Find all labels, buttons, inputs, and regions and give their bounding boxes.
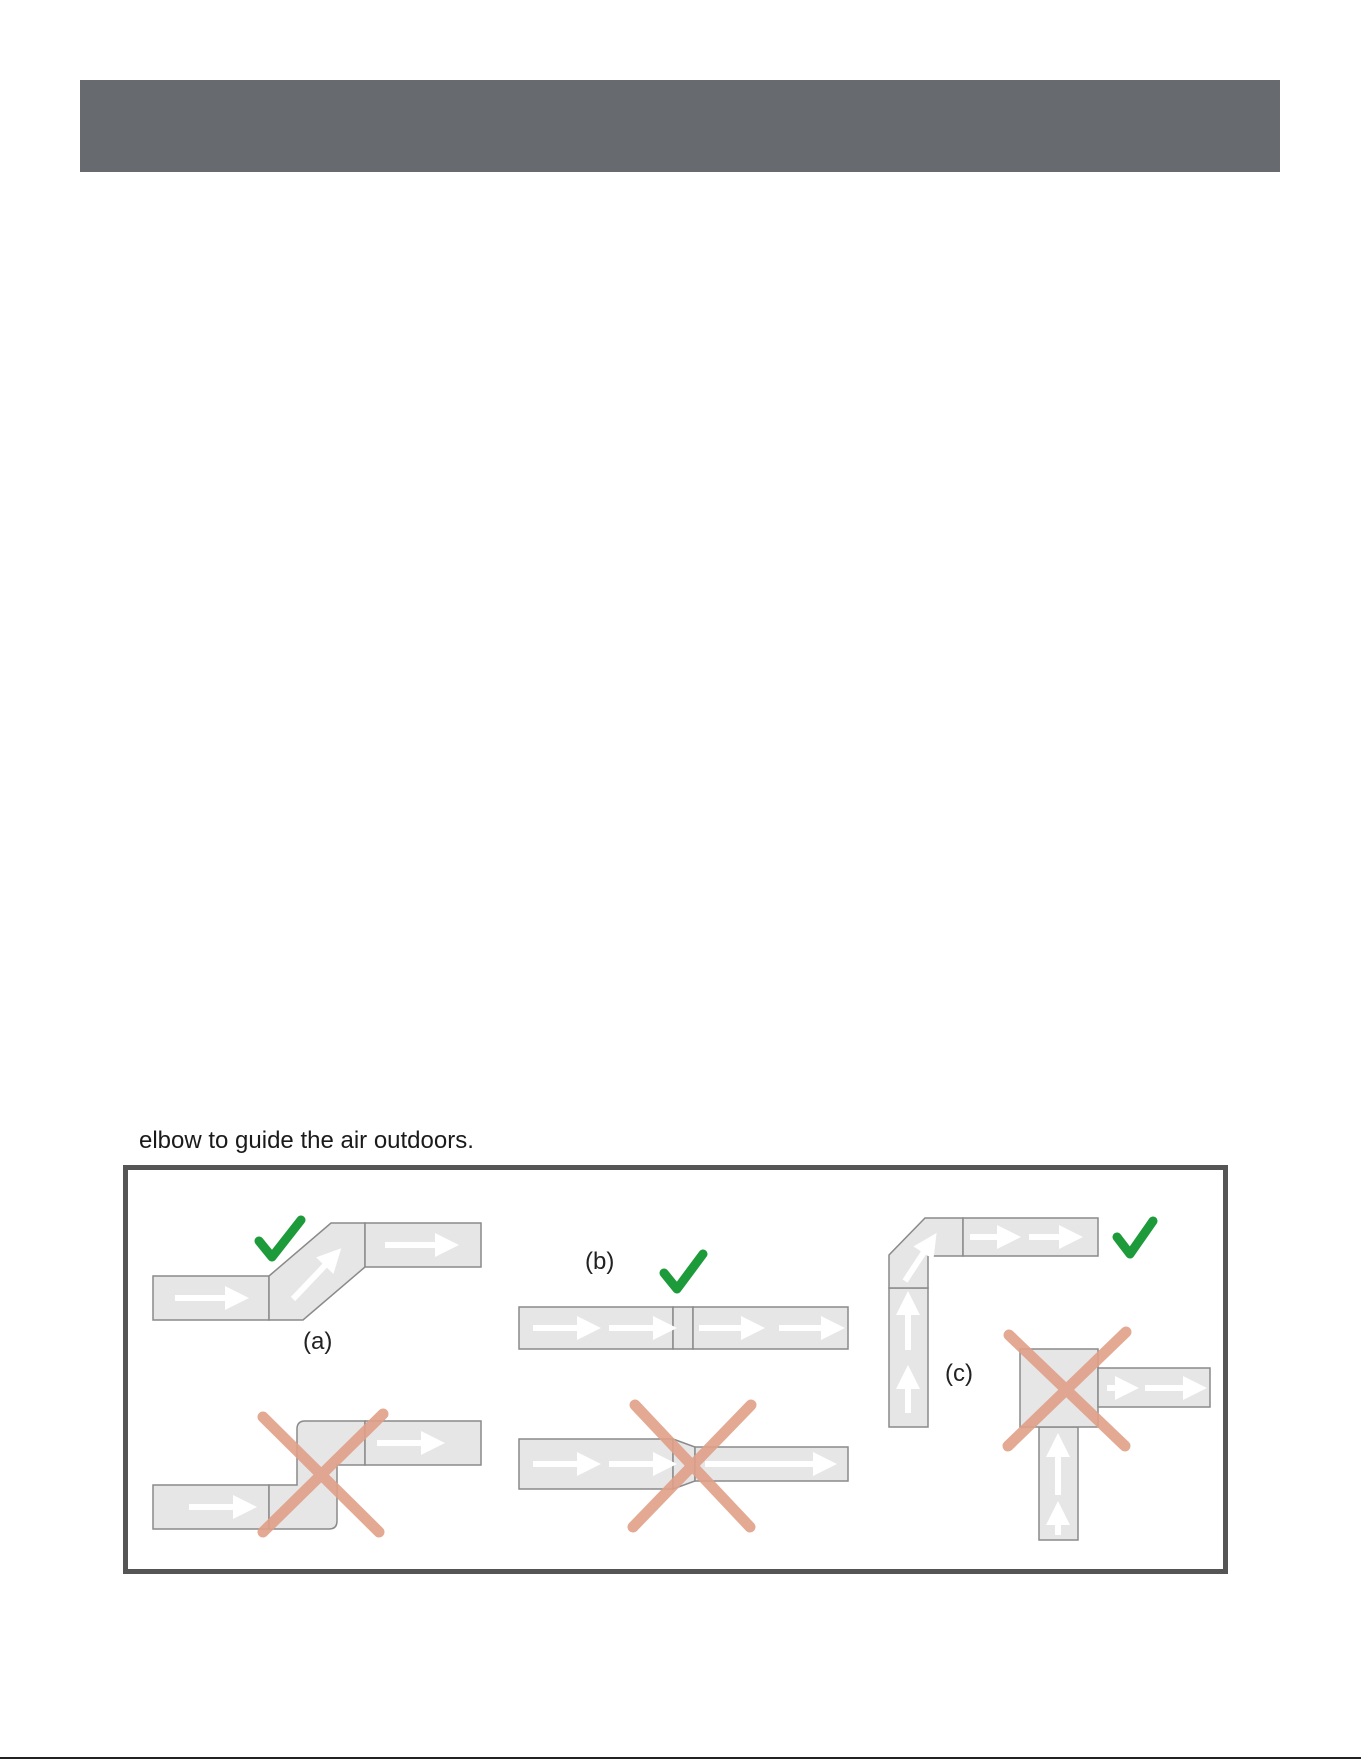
figure-caption: elbow to guide the air outdoors. [139, 1127, 474, 1154]
header-band [80, 80, 1280, 172]
duct-installation-figure [123, 1165, 1228, 1574]
duct-joint [673, 1307, 693, 1349]
check-icon [259, 1220, 301, 1257]
label-b: (b) [585, 1248, 615, 1275]
check-icon [1117, 1221, 1153, 1254]
duct-diagram [128, 1170, 1223, 1569]
label-c: (c) [945, 1360, 973, 1387]
label-a: (a) [303, 1328, 333, 1355]
check-icon [664, 1254, 703, 1289]
page-bottom-rule [0, 1757, 1361, 1759]
